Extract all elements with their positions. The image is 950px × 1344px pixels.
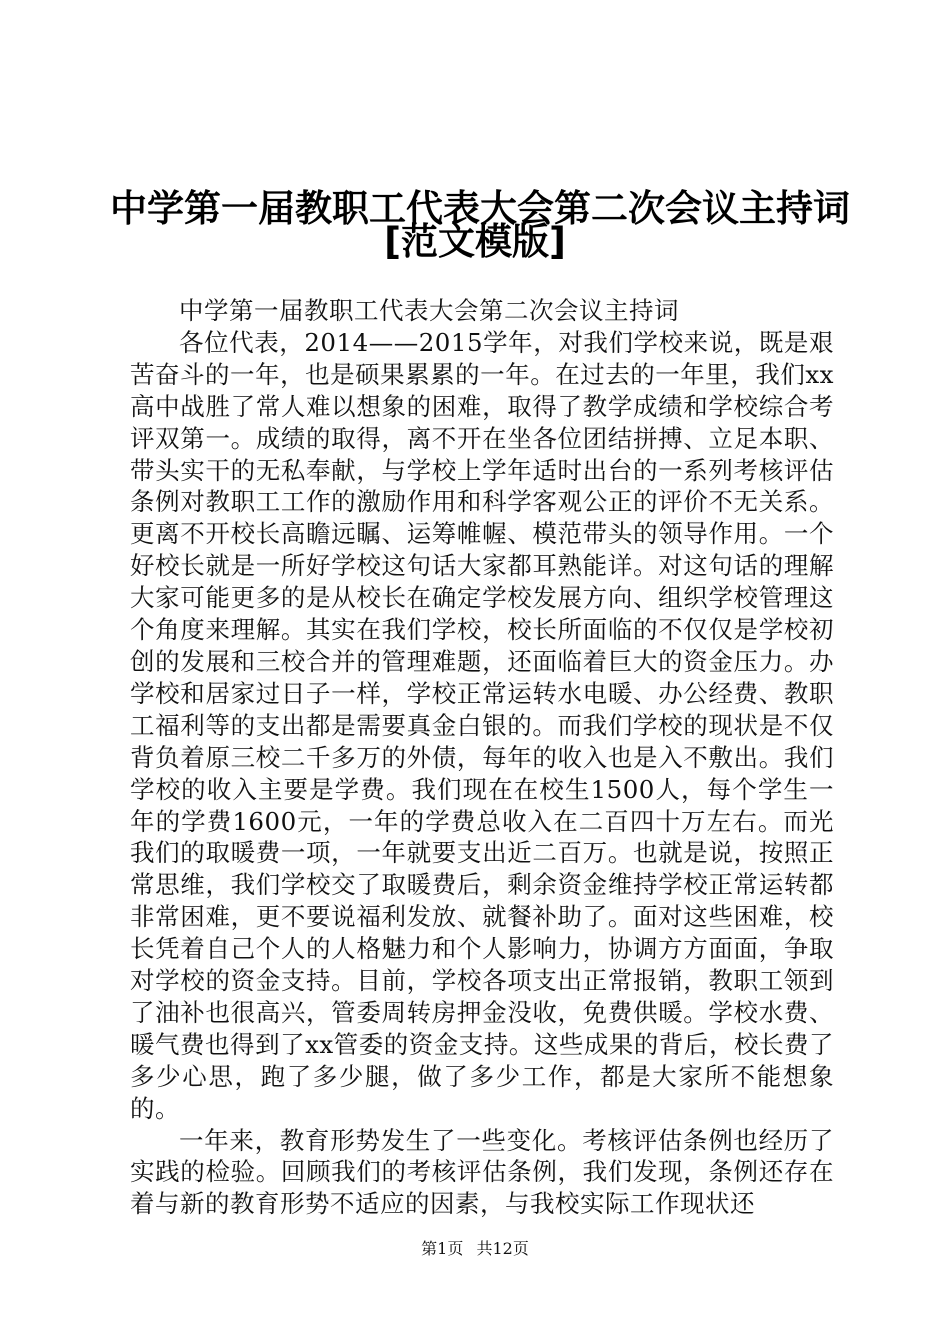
page-total: 共12页: [476, 1239, 529, 1258]
paragraph: 各位代表，2014——2015学年，对我们学校来说，既是艰苦奋斗的一年，也是硕果累累的一年。在过去的一年里，我们xx高中战胜了常人难以想象的困难，取得了教学成绩和学校综合考评双第一。成绩的取得，离不开在坐各位团结拼搏、立足本职、带头实干的无私奉献，与学校上学年适时出台的一系列考核评估条例对教职工工作的激励作用和科学客观公正的评价不无关系。更离不开校长高瞻远瞩、运筹帷幄、模范带头的领导作用。一个好校长就是一所好学校这句话大家都耳熟能详。对这句话的理解大家可能更多的是从校长在确定学校发展方向、组织学校管理这个角度来理解。其实在我们学校，校长所面临的不仅仅是学校初创的发展和三校合并的管理难题，还面临着巨大的资金压力。办学校和居家过日子一样，学校正常运转水电暖、办公经费、教职工福利等的支出都是需要真金白银的。而我们学校的现状是不仅背负着原三校二千多万的外债，每年的收入也是入不敷出。我们学校的收入主要是学费。我们现在在校生1500人，每个学生一年的学费1600元，一年的学费总收入在二百四十万左右。而光我们的取暖费一项，一年就要支出近二百万。也就是说，按照正常思维，我们学校交了取暖费后，剩余资金维持学校正常运转都非常困难，更不要说福利发放、就餐补助了。面对这些困难，校长凭着自己个人的人格魅力和个人影响力，协调方方面面，争取对学校的资金支持。目前，学校各项支出正常报销，教职工领到了油补也很高兴，管委周转房押金没收，免费供暖。学校水费、暖气费也得到了xx管委的资金支持。这些成果的背后，校长费了多少心思，跑了多少腿，做了多少工作，都是大家所不能想象的。: [130, 327, 834, 1123]
document-title: 中学第一届教职工代表大会第二次会议主持词: [110, 187, 850, 230]
page-footer: [0, 1239, 950, 1259]
document-body: [130, 295, 834, 1220]
paragraph-heading: 中学第一届教职工代表大会第二次会议主持词: [179, 296, 679, 325]
paragraph: 一年来，教育形势发生了一些变化。考核评估条例也经历了实践的检验。回顾我们的考核评估条例，我们发现，条例还存在着与新的教育形势不适应的因素，与我校实际工作现状还: [130, 1125, 834, 1219]
page-number: 第1页: [421, 1239, 464, 1258]
document-title-suffix: [范文模版]: [384, 220, 566, 263]
